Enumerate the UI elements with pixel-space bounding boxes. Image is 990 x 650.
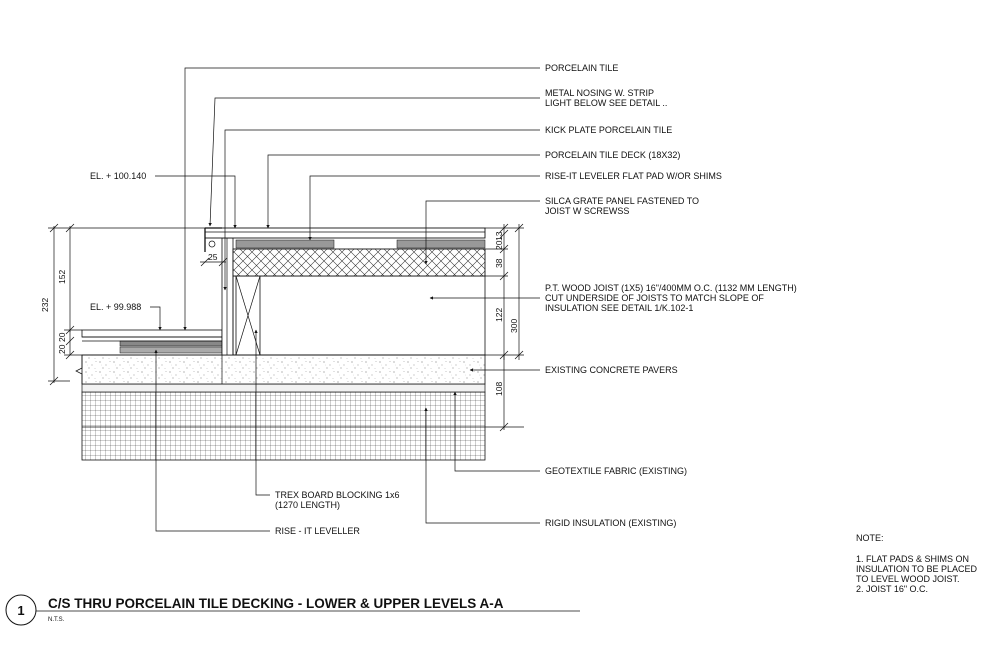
geotextile-layer [82, 384, 485, 392]
upper-tile-deck [205, 228, 485, 238]
dim-38: 38 [494, 258, 504, 268]
silca-grate-panel [233, 249, 485, 276]
drawing-title: C/S THRU PORCELAIN TILE DECKING - LOWER & UPPER LEVELS A-A [48, 596, 504, 611]
callout-kick-plate: KICK PLATE PORCELAIN TILE [545, 125, 673, 135]
wood-joist [233, 276, 485, 355]
detail-number: 1 [17, 603, 25, 618]
elevation-lower: EL. + 99.988 [90, 302, 142, 312]
callout-silca-grate: SILCA GRATE PANEL FASTENED TO JOIST W SCREWSS [545, 196, 700, 216]
callout-rise-it-leveller: RISE - IT LEVELLER [275, 526, 360, 536]
lower-tile-deck [82, 330, 222, 337]
dim-108: 108 [494, 381, 504, 396]
notes-list: 1. FLAT PADS & SHIMS ON INSULATION TO BE PLACED TO LEVEL WOOD JOIST. 2. JOIST 16" O.C. [856, 554, 978, 594]
dim-232: 232 [40, 297, 50, 312]
callout-geotextile: GEOTEXTILE FABRIC (EXISTING) [545, 466, 688, 476]
rigid-insulation-layer [82, 392, 485, 460]
dim-20-b: 20 [57, 344, 67, 354]
elevation-upper: EL. + 100.140 [90, 171, 147, 181]
callout-tile-deck: PORCELAIN TILE DECK (18X32) [545, 150, 681, 160]
dim-152: 152 [57, 269, 67, 284]
dim-122: 122 [494, 307, 504, 322]
callout-rigid-insulation: RIGID INSULATION (EXISTING) [545, 518, 677, 528]
dim-13: 13 [494, 231, 504, 241]
scale-label: N.T.S. [48, 617, 65, 623]
dim-300: 300 [509, 318, 519, 333]
kick-plate [222, 238, 233, 355]
callout-trex-blocking: TREX BOARD BLOCKING 1x6 (1270 LENGTH) [275, 490, 400, 510]
concrete-pavers-layer [82, 355, 485, 384]
notes-heading: NOTE: [856, 533, 884, 543]
dim-25: 25 [208, 252, 218, 262]
callout-leveler-pad: RISE-IT LEVELER FLAT PAD W/OR SHIMS [545, 171, 722, 181]
callout-metal-nosing: METAL NOSING W. STRIP LIGHT BELOW SEE DETAIL .. [545, 88, 668, 108]
callout-concrete-pavers: EXISTING CONCRETE PAVERS [545, 365, 678, 375]
callout-wood-joist: P.T. WOOD JOIST (1X5) 16"/400MM O.C. (1132 MM LENGTH) CUT UNDERSIDE OF JOISTS TO MATCH SLOPE OF INSULATION SEE DETAIL 1/K.102-1 [545, 283, 797, 313]
callout-porcelain-tile: PORCELAIN TILE [545, 63, 619, 73]
dim-20-a: 20 [57, 332, 67, 342]
dim-20-c: 20 [494, 240, 504, 250]
